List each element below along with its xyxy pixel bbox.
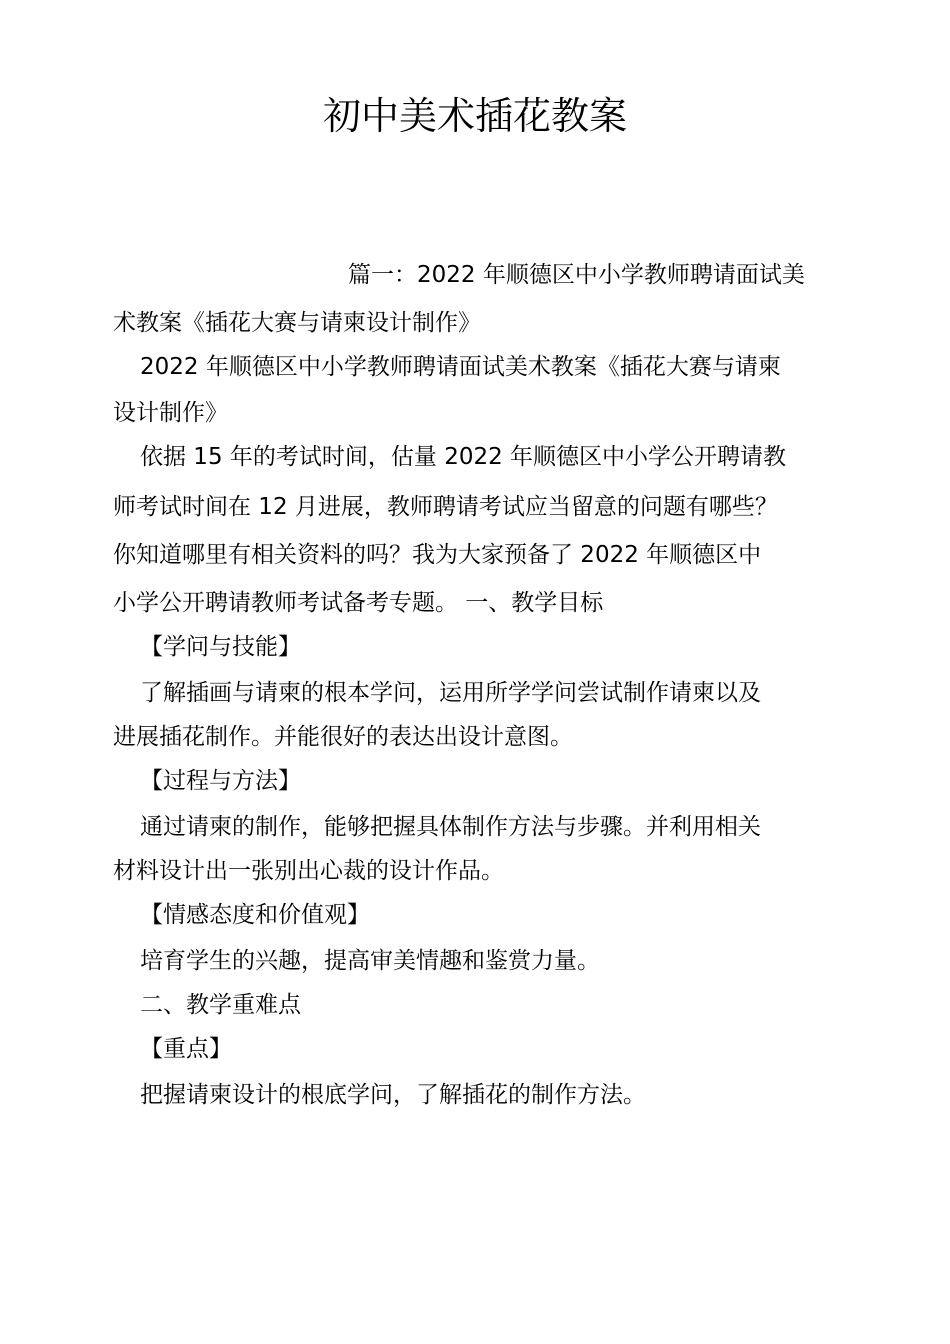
- body-line: 依据 15 年的考试时间，估量 2022 年顺德区中小学公开聘请教: [140, 444, 787, 470]
- body-line: 把握请柬设计的根底学问，了解插花的制作方法。: [140, 1082, 646, 1108]
- section-heading: 二、教学重难点: [140, 992, 301, 1018]
- heading-line-2: 设计制作》: [113, 400, 228, 426]
- body-line: 师考试时间在 12 月进展，教师聘请考试应当留意的问题有哪些？: [113, 494, 778, 520]
- body-line: 培育学生的兴趣，提高审美情趣和鉴赏力量。: [140, 948, 600, 974]
- body-line: 小学公开聘请教师考试备考专题。 一、教学目标: [113, 590, 604, 616]
- subtitle-line-1: 篇一：2022 年顺德区中小学教师聘请面试美: [348, 262, 805, 288]
- body-line: 通过请柬的制作，能够把握具体制作方法与步骤。并利用相关: [140, 814, 761, 840]
- heading-line-1: 2022 年顺德区中小学教师聘请面试美术教案《插花大赛与请柬: [140, 354, 781, 380]
- body-line: 你知道哪里有相关资料的吗？我为大家预备了 2022 年顺德区中: [113, 542, 762, 568]
- body-line: 进展插花制作。并能很好的表达出设计意图。: [113, 724, 573, 750]
- subtitle-line-2: 术教案《插花大赛与请柬设计制作》: [113, 310, 481, 336]
- document-title: 初中美术插花教案: [322, 94, 627, 138]
- section-heading: 【过程与方法】: [140, 768, 301, 794]
- section-heading: 【重点】: [140, 1036, 232, 1062]
- body-line: 材料设计出一张别出心裁的设计作品。: [113, 858, 504, 884]
- body-line: 了解插画与请柬的根本学问，运用所学学问尝试制作请柬以及: [140, 680, 761, 706]
- section-heading: 【学问与技能】: [140, 634, 301, 660]
- section-heading: 【情感态度和价值观】: [140, 902, 370, 928]
